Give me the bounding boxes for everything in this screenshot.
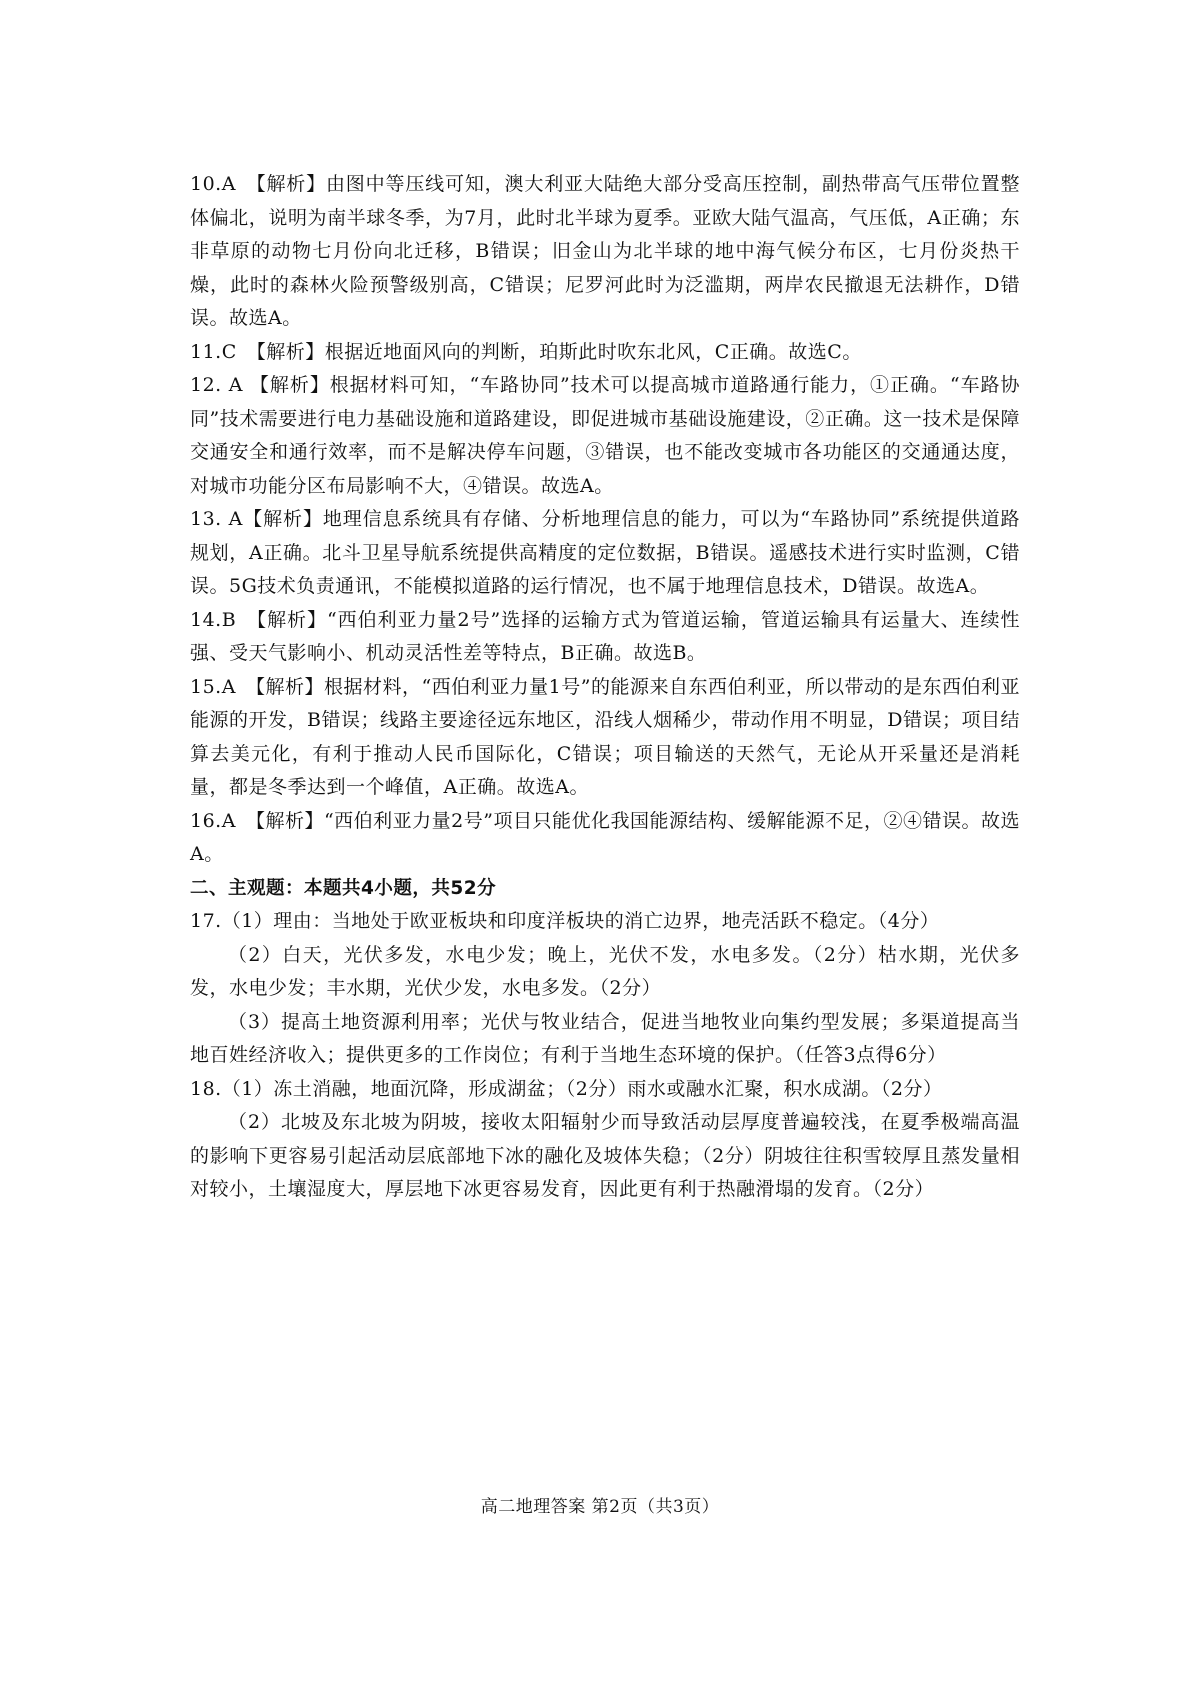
answer-q14: 14.B 【解析】“西伯利亚力量2号”选择的运输方式为管道运输，管道运输具有运量大、连续性强、受天气影响小、机动灵活性差等特点，B正确。故选B。 <box>190 608 1020 664</box>
answer-q18-part2: （2）北坡及东北坡为阴坡，接收太阳辐射少而导致活动层厚度普遍较浅，在夏季极端高温的影响下更容易引起活动层底部地下冰的融化及坡体失稳；（2分）阴坡往往积雪较厚且蒸发量相对较小，土壤湿度大，厚层地下冰更容易发育，因此更有利于热融滑塌的发育。（2分） <box>190 1111 1020 1200</box>
answer-page-body <box>190 168 1020 1207</box>
page-footer: 高二地理答案 第2页（共3页） <box>480 1497 720 1517</box>
answer-q15: 15.A 【解析】根据材料，“西伯利亚力量1号”的能源来自东西伯利亚，所以带动的是东西伯利亚能源的开发，B错误；线路主要途径远东地区，沿线人烟稀少，带动作用不明显，D错误；项目结算去美元化，有利于推动人民币国际化，C错误；项目输送的天然气，无论从开采量还是消耗量，都是冬季达到一个峰值，A正确。故选A。 <box>190 675 1020 798</box>
answer-q17-part3: （3）提高土地资源利用率；光伏与牧业结合，促进当地牧业向集约型发展；多渠道提高当地百姓经济收入；提供更多的工作岗位；有利于当地生态环境的保护。（任答3点得6分） <box>190 1010 1020 1066</box>
answer-q11: 11.C 【解析】根据近地面风向的判断，珀斯此时吹东北风，C正确。故选C。 <box>190 340 862 363</box>
answer-q17-part2: （2）白天，光伏多发，水电少发；晚上，光伏不发，水电多发。（2分）枯水期，光伏多发，水电少发；丰水期，光伏少发，水电多发。（2分） <box>190 943 1020 999</box>
answer-q12: 12. A 【解析】根据材料可知，“车路协同”技术可以提高城市道路通行能力，①正确。“车路协同”技术需要进行电力基础设施和道路建设，即促进城市基础设施建设，②正确。这一技术是保障交通安全和通行效率，而不是解决停车问题，③错误，也不能改变城市各功能区的交通通达度，对城市功能分区布局影响不大，④错误。故选A。 <box>190 374 1020 497</box>
answer-q13: 13. A【解析】地理信息系统具有存储、分析地理信息的能力，可以为“车路协同”系统提供道路规划，A正确。北斗卫星导航系统提供高精度的定位数据，B错误。遥感技术进行实时监测，C错误。5G技术负责通讯，不能模拟道路的运行情况，也不属于地理信息技术，D错误。故选A。 <box>190 508 1020 597</box>
answer-q17-part1: 17.（1）理由：当地处于欧亚板块和印度洋板块的消亡边界，地壳活跃不稳定。（4分） <box>190 910 940 932</box>
answer-q10: 10.A 【解析】由图中等压线可知，澳大利亚大陆绝大部分受高压控制，副热带高气压带位置整体偏北，说明为南半球冬季，为7月，此时北半球为夏季。亚欧大陆气温高，气压低，A正确；东非草原的动物七月份向北迁移，B错误；旧金山为北半球的地中海气候分布区，七月份炎热干燥，此时的森林火险预警级别高，C错误；尼罗河此时为泛滥期，两岸农民撤退无法耕作，D错误。故选A。 <box>190 173 1020 329</box>
answer-q16: 16.A 【解析】“西伯利亚力量2号”项目只能优化我国能源结构、缓解能源不足，②④错误。故选A。 <box>190 809 1020 865</box>
section-2-heading: 二、主观题：本题共4小题，共52分 <box>190 877 497 899</box>
answer-q18-part1: 18.（1）冻土消融，地面沉降，形成湖盆；（2分）雨水或融水汇聚，积水成湖。（2分） <box>190 1077 943 1100</box>
